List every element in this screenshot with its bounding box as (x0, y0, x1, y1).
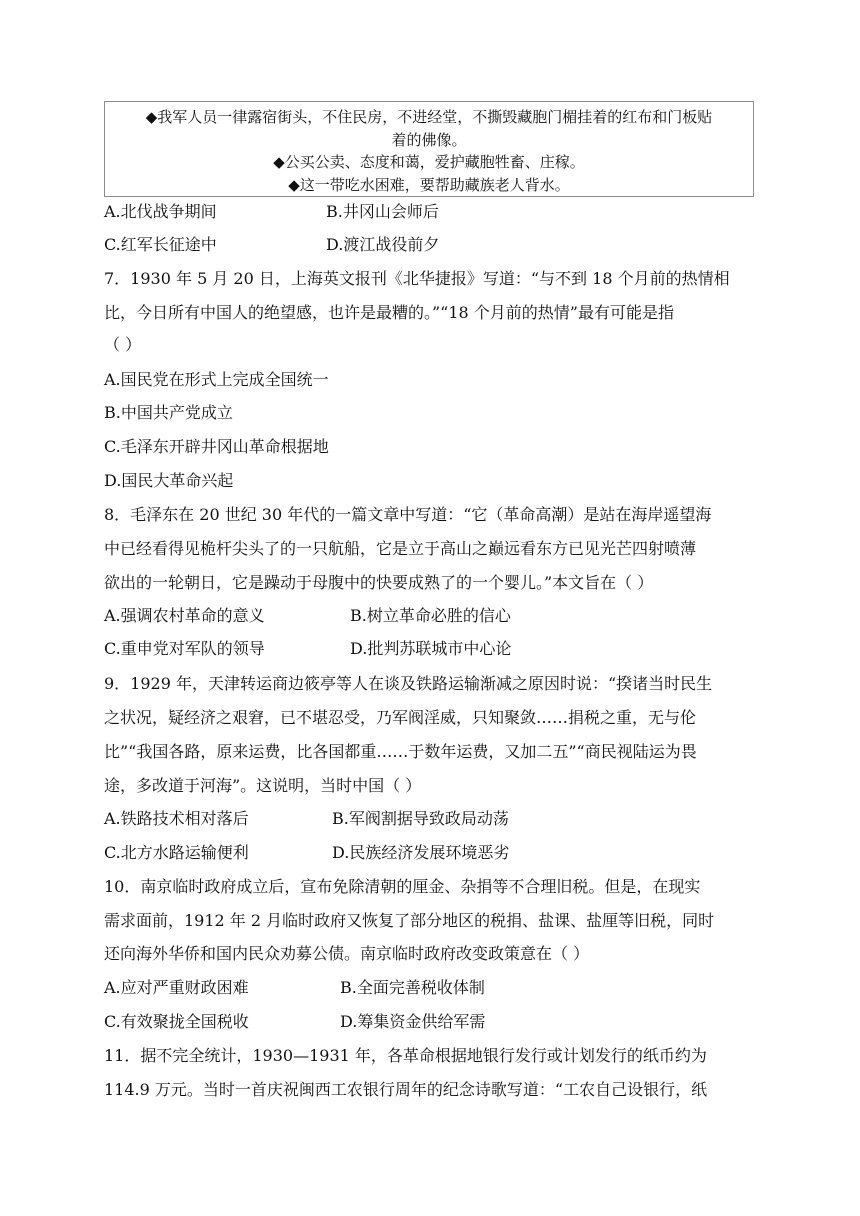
q10-options-row-1 (104, 977, 764, 999)
q8-options-row-1 (104, 605, 764, 627)
q8-option-c[interactable]: C.重申党对军队的领导 (104, 639, 265, 658)
quote-line: ◆这一带吃水困难，要帮助藏族老人背水。 (288, 175, 570, 194)
q7-option-b[interactable]: B.中国共产党成立 (104, 403, 233, 422)
q9-option-c[interactable]: C.北方水路运输便利 (104, 843, 249, 862)
q9-stem-line: 比”“我国各路，原来运费，比各国都重……于数年运费，又加二五”“商民视陆运为畏 (104, 742, 697, 761)
q9-option-a[interactable]: A.铁路技术相对落后 (104, 809, 249, 828)
q8-option-b[interactable]: B.树立革命必胜的信心 (350, 606, 511, 625)
q9-stem-line: 途，多改道于河海”。这说明，当时中国（ ） (104, 776, 422, 795)
q7-option-c[interactable]: C.毛泽东开辟井冈山革命根据地 (104, 437, 329, 456)
q9-options-row-1 (104, 808, 764, 830)
q10-options-row-2 (104, 1011, 764, 1033)
q6-option-b[interactable]: B.井冈山会师后 (326, 202, 439, 221)
q9-option-b[interactable]: B.军阀割据导致政局动荡 (332, 809, 509, 828)
q7-answer-blank: （ ） (104, 335, 142, 354)
q10-stem-line: 需求面前，1912 年 2 月临时政府又恢复了部分地区的税捐、盐课、盐厘等旧税，同时 (104, 911, 715, 930)
q10-option-c[interactable]: C.有效聚拢全国税收 (104, 1012, 249, 1031)
q10-option-a[interactable]: A.应对严重财政困难 (104, 978, 249, 997)
q6-option-d[interactable]: D.渡江战役前夕 (326, 235, 440, 254)
q8-stem-line: 8．毛泽东在 20 世纪 30 年代的一篇文章中写道：“它（革命高潮）是站在海岸遥望海 (104, 505, 712, 524)
q7-option-d[interactable]: D.国民大革命兴起 (104, 471, 234, 490)
q6-options-row-2 (104, 234, 764, 256)
q10-option-d[interactable]: D.筹集资金供给军需 (340, 1012, 486, 1031)
q11-stem-line: 11．据不完全统计，1930—1931 年，各革命根据地银行发行或计划发行的纸币约为 (104, 1046, 707, 1065)
q8-option-a[interactable]: A.强调农村革命的意义 (104, 606, 265, 625)
q8-stem-line: 中已经看得见桅杆尖头了的一只航船，它是立于高山之巅远看东方已见光芒四射喷薄 (104, 539, 697, 558)
q9-option-d[interactable]: D.民族经济发展环境恶劣 (332, 843, 510, 862)
quote-line: 着的佛像。 (391, 130, 467, 149)
quote-line: ◆公买公卖、态度和蔼，爱护藏胞牲畜、庄稼。 (273, 153, 585, 171)
q8-stem-line: 欲出的一轮朝日，它是躁动于母腹中的快要成熟了的一个婴儿。”本文旨在（ ） (104, 573, 654, 592)
q7-option-a[interactable]: A.国民党在形式上完成全国统一 (104, 370, 329, 389)
q7-stem-line: 7．1930 年 5 月 20 日，上海英文报刊《北华捷报》写道：“与不到 18 个月前的热情相 (104, 269, 730, 288)
quote-line: ◆我军人员一律露宿街头，不住民房，不进经堂，不撕毁藏胞门楣挂着的红布和门板贴 (145, 108, 713, 126)
q11-stem-line: 114.9 万元。当时一首庆祝闽西工农银行周年的纪念诗歌写道：“工农自己设银行，纸 (104, 1080, 708, 1099)
q8-option-d[interactable]: D.批判苏联城市中心论 (350, 639, 512, 658)
q6-options-row-1 (104, 201, 764, 223)
q6-option-a[interactable]: A.北伐战争期间 (104, 202, 217, 221)
q10-option-b[interactable]: B.全面完善税收体制 (340, 978, 485, 997)
source-quote-box (104, 101, 754, 197)
q9-options-row-2 (104, 842, 764, 864)
q9-stem-line: 之状况，疑经济之艰窘，已不堪忍受，乃军阀淫威，只知聚敛……捐税之重，无与伦 (104, 708, 697, 727)
q10-stem-line: 10．南京临时政府成立后，宣布免除清朝的厘金、杂捐等不合理旧税。但是，在现实 (104, 877, 701, 896)
q6-option-c[interactable]: C.红军长征途中 (104, 235, 217, 254)
q7-stem-line: 比，今日所有中国人的绝望感，也许是最糟的。”“18 个月前的热情”最有可能是指 (104, 303, 674, 322)
q9-stem-line: 9．1929 年，天津转运商边筱亭等人在谈及铁路运输渐减之原因时说：“揆诸当时民生 (104, 674, 713, 693)
q8-options-row-2 (104, 638, 764, 660)
q10-stem-line: 还向海外华侨和国内民众劝募公债。南京临时政府改变政策意在（ ） (104, 944, 590, 963)
